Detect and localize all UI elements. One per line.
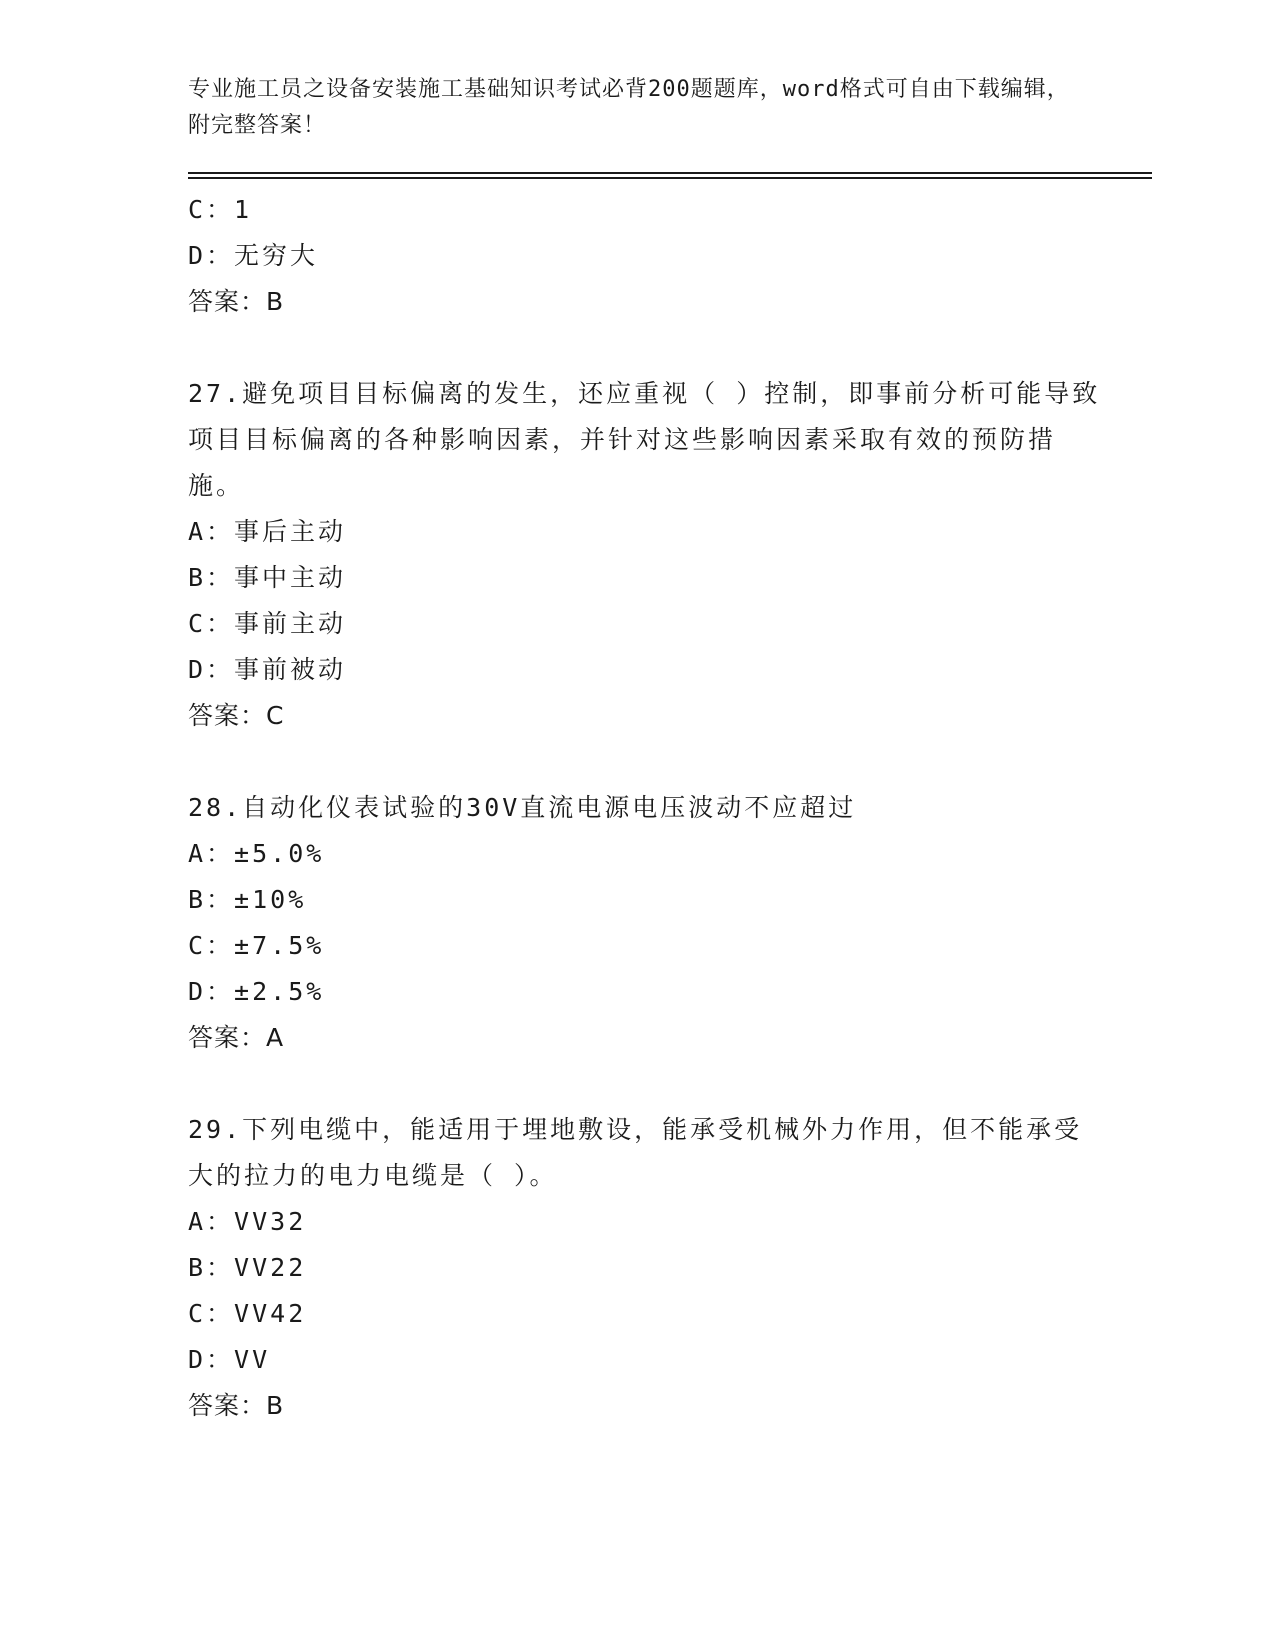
option-d: D：±2.5%	[188, 977, 325, 1006]
question-block	[188, 785, 1108, 1061]
question-list	[188, 187, 1108, 1429]
question-block	[188, 1107, 1108, 1429]
spacer	[188, 1061, 1108, 1107]
question-block	[188, 371, 1108, 739]
option-d: D：VV	[188, 1345, 271, 1374]
option-c: C：事前主动	[188, 609, 347, 638]
header-rule-bottom	[188, 177, 1152, 179]
option-d: D：无穷大	[188, 241, 319, 270]
answer-text: 答案：B	[188, 287, 285, 316]
question-stem: 29.下列电缆中，能适用于埋地敷设，能承受机械外力作用，但不能承受大的拉力的电力电缆是（ ）。	[188, 1115, 1083, 1190]
option-a: A：±5.0%	[188, 839, 325, 868]
document-header: 专业施工员之设备安装施工基础知识考试必背200题题库，word格式可自由下载编辑，附完整答案！	[188, 77, 1070, 138]
spacer	[188, 739, 1108, 785]
option-a: A：VV32	[188, 1207, 307, 1236]
option-b: B：VV22	[188, 1253, 307, 1282]
question-stem: 28.自动化仪表试验的30V直流电源电压波动不应超过	[188, 793, 857, 822]
option-c: C：1	[188, 195, 253, 224]
header-rule-top	[188, 172, 1152, 174]
spacer	[188, 325, 1108, 371]
option-b: B：±10%	[188, 885, 307, 914]
option-c: C：VV42	[188, 1299, 307, 1328]
answer-text: 答案：B	[188, 1391, 285, 1420]
option-c: C：±7.5%	[188, 931, 325, 960]
option-d: D：事前被动	[188, 655, 347, 684]
answer-text: 答案：C	[188, 701, 285, 730]
question-block	[188, 187, 1108, 325]
question-stem: 27.避免项目目标偏离的发生，还应重视（ ）控制，即事前分析可能导致项目目标偏离的各种影响因素，并针对这些影响因素采取有效的预防措施。	[188, 379, 1101, 500]
answer-text: 答案：A	[188, 1023, 285, 1052]
option-b: B：事中主动	[188, 563, 347, 592]
option-a: A：事后主动	[188, 517, 347, 546]
